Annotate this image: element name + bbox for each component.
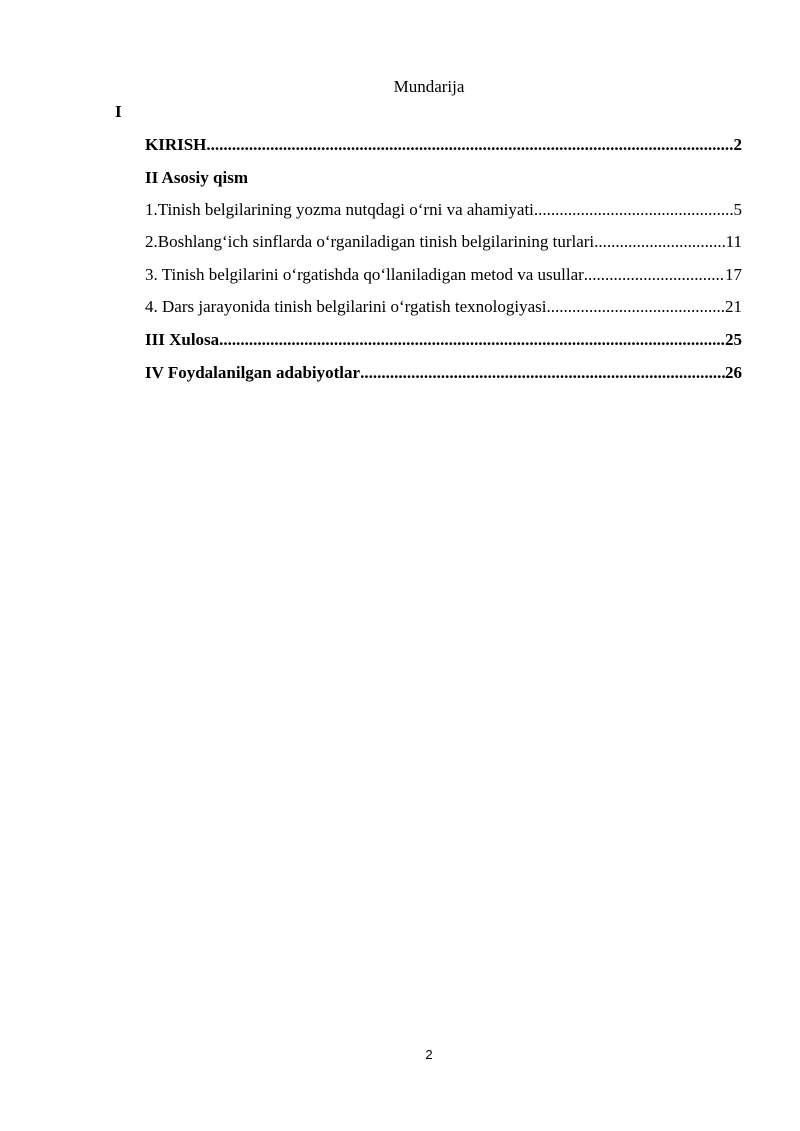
toc-leader-dots [594,231,725,253]
toc-entry-kirish [145,134,742,156]
toc-entry-page: 21 [725,297,742,316]
toc-entry-label: 4. Dars jarayonida tinish belgilarini o‘rgatish texnologiyasi [145,297,547,316]
toc-leader-dots [219,329,725,351]
toc-entry [145,199,742,221]
toc-section-heading: II Asosiy qism [145,168,248,187]
toc-leader-dots [584,264,725,286]
toc-leader-dots [206,134,733,156]
toc-entry-label: 2.Boshlang‘ich sinflarda o‘rganiladigan tinish belgilarining turlari [145,232,595,251]
toc-entry-page: 2 [733,135,742,154]
toc-entry [145,296,742,318]
page-number: 2 [425,1047,433,1062]
toc-entry-adabiyotlar [145,362,742,384]
section-numeral: I [115,102,122,121]
toc-entry [145,231,742,253]
toc-leader-dots [534,199,734,221]
toc-entry-label: IV Foydalanilgan adabiyotlar [145,363,361,382]
toc-entry-page: 25 [725,330,742,349]
toc-entry-page: 5 [733,200,742,219]
toc-entry-xulosa [145,329,742,351]
toc-entry-page: 11 [725,232,742,251]
toc-entry-label: III Xulosa [145,330,220,349]
toc-entry-label: 3. Tinish belgilarini o‘rgatishda qo‘llaniladigan metod va usullar [145,265,584,284]
toc-leader-dots [546,296,725,318]
toc-entry-page: 26 [725,363,742,382]
toc-entry-label: 1.Tinish belgilarining yozma nutqdagi o‘rni va ahamiyati [145,200,534,219]
page-title: Mundarija [393,77,465,96]
toc-leader-dots [360,362,725,384]
toc-entry-label: KIRISH [145,135,207,154]
toc-entry [145,264,742,286]
toc-entry-page: 17 [725,265,742,284]
